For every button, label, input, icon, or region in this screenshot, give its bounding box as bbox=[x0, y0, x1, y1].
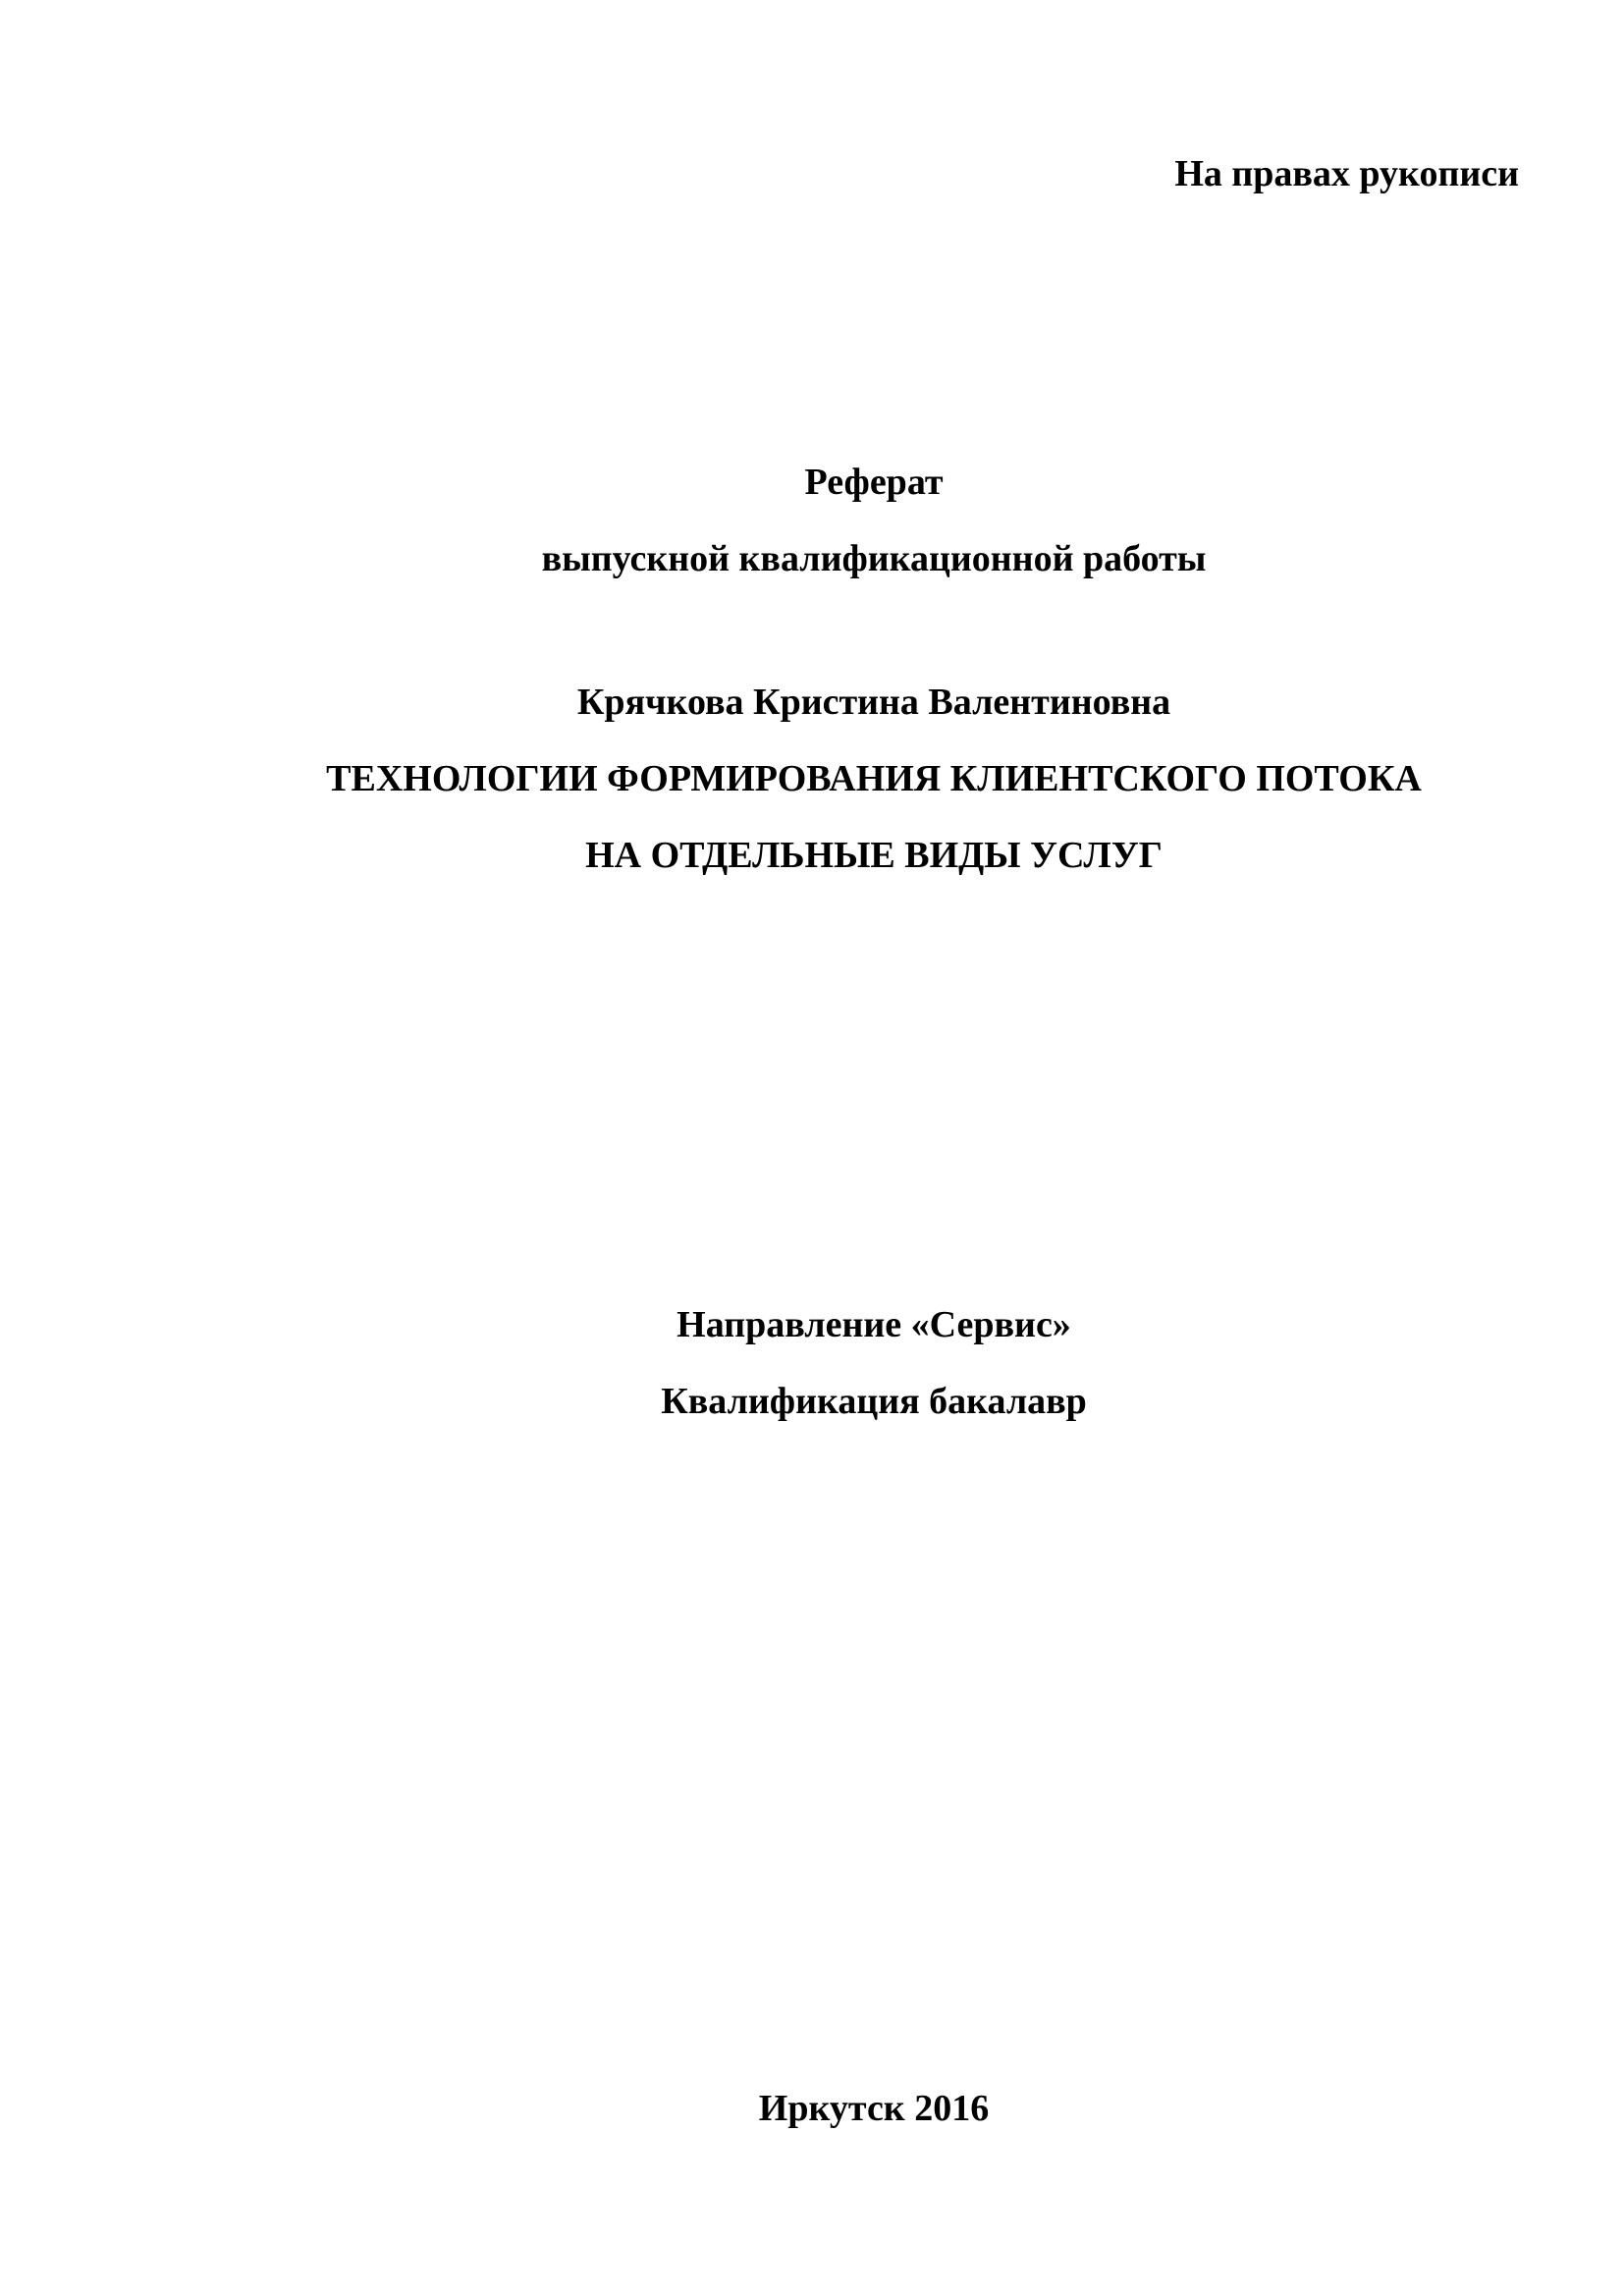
qualification: Квалификация бакалавр bbox=[661, 1381, 1087, 1422]
city-year: Иркутск 2016 bbox=[758, 2088, 990, 2129]
work-title-line-2: НА ОТДЕЛЬНЫЕ ВИДЫ УСЛУГ bbox=[585, 835, 1163, 876]
work-title-line-1: ТЕХНОЛОГИИ ФОРМИРОВАНИЯ КЛИЕНТСКОГО ПОТОКА bbox=[326, 758, 1422, 799]
document-subtitle: выпускной квалификационной работы bbox=[541, 538, 1207, 579]
study-direction: Направление «Сервис» bbox=[677, 1304, 1071, 1345]
manuscript-note: На правах рукописи bbox=[1174, 153, 1519, 194]
document-type: Реферат bbox=[804, 462, 944, 503]
author-name: Крячкова Кристина Валентиновна bbox=[576, 682, 1171, 723]
